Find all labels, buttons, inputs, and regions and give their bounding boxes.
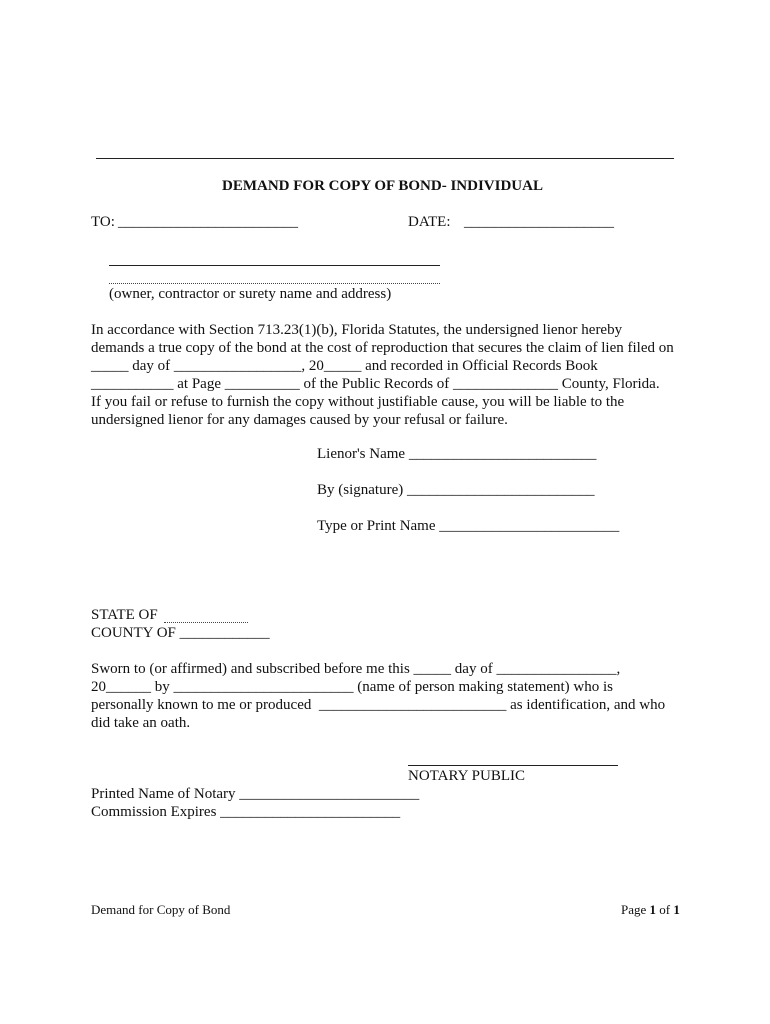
sworn-line: personally known to me or produced _________________________ as identification, and who: [91, 697, 666, 713]
body-line: undersigned lienor for any damages caused by your refusal or failure.: [91, 412, 508, 428]
address-caption: (owner, contractor or surety name and address): [109, 286, 392, 302]
sworn-line: did take an oath.: [91, 715, 191, 731]
printed-name-notary-field: Printed Name of Notary ________________________: [91, 786, 420, 802]
address-line-1: [109, 265, 440, 266]
body-line: In accordance with Section 713.23(1)(b), Florida Statutes, the undersigned lienor hereby: [91, 322, 623, 338]
signature-field: By (signature) _________________________: [317, 482, 595, 498]
to-label: TO:: [91, 214, 115, 230]
date-blank: ____________________: [464, 214, 614, 230]
document-title: DEMAND FOR COPY OF BOND- INDIVIDUAL: [222, 178, 543, 194]
page-total: 1: [673, 902, 680, 917]
notary-signature-line: [408, 765, 618, 766]
notary-public-label: NOTARY PUBLIC: [408, 768, 526, 784]
date-label: DATE:: [408, 214, 451, 230]
county-of-field: COUNTY OF ____________: [91, 625, 270, 641]
body-line: ___________ at Page __________ of the Public Records of ______________ County, Florida.: [91, 376, 660, 392]
footer-page-number: [621, 902, 680, 918]
body-line: demands a true copy of the bond at the cost of reproduction that secures the claim of lien filed on: [91, 340, 674, 356]
page-prefix: Page: [621, 902, 650, 917]
sworn-line: Sworn to (or affirmed) and subscribed before me this _____ day of ________________,: [91, 661, 621, 677]
footer-document-name: Demand for Copy of Bond: [91, 902, 231, 917]
commission-expires-field: Commission Expires ________________________: [91, 804, 401, 820]
sworn-line: 20______ by ________________________ (name of person making statement) who is: [91, 679, 614, 695]
page-mid: of: [656, 902, 674, 917]
state-of-blank: [164, 622, 248, 623]
top-rule: [96, 158, 674, 159]
to-blank: ________________________: [118, 214, 298, 230]
state-of-label: STATE OF: [91, 607, 158, 623]
lienor-name-field: Lienor's Name _________________________: [317, 446, 597, 462]
page-current: 1: [649, 902, 657, 917]
body-line: _____ day of _________________, 20_____ and recorded in Official Records Book: [91, 358, 598, 374]
address-line-2: [109, 283, 440, 284]
type-print-name-field: Type or Print Name ________________________: [317, 518, 620, 534]
body-line: If you fail or refuse to furnish the copy without justifiable cause, you will be liable to the: [91, 394, 625, 410]
